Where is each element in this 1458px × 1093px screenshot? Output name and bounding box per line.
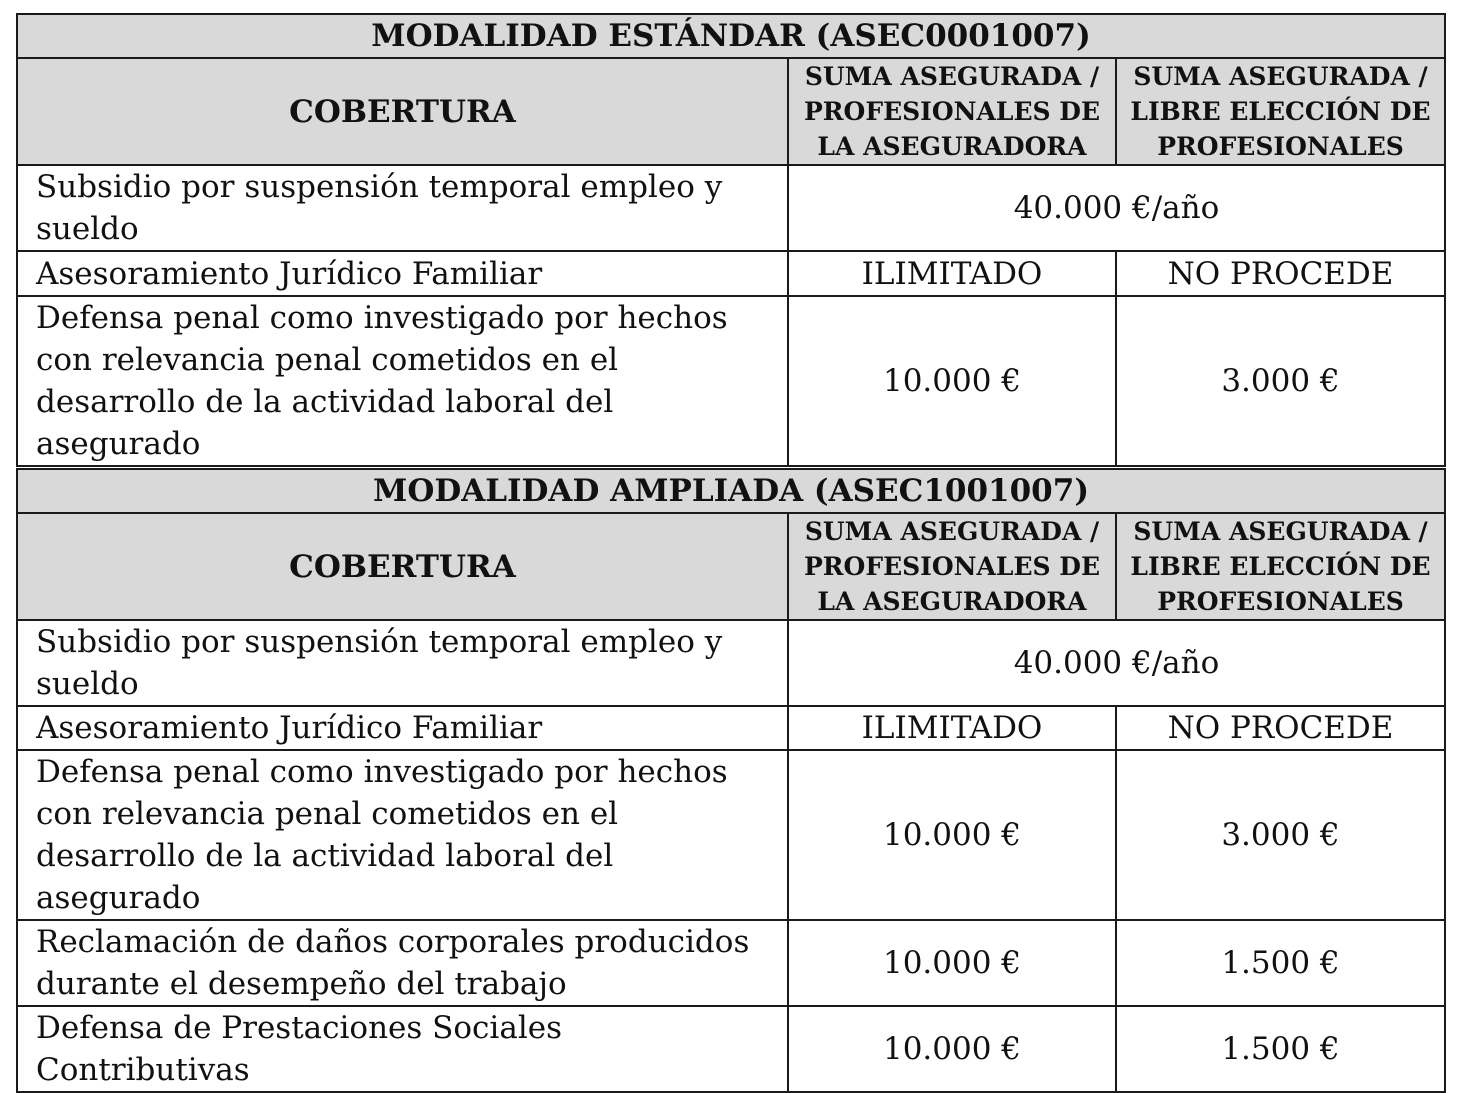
row-value-aseguradora: ILIMITADO (788, 706, 1116, 750)
table-title: MODALIDAD ESTÁNDAR (ASEC0001007) (17, 14, 1445, 58)
table-row (17, 165, 1445, 251)
row-label: Subsidio por suspensión temporal empleo y sueldo (17, 620, 788, 706)
header-suma-libre-eleccion: SUMA ASEGURADA / LIBRE ELECCIÓN DE PROFESIONALES (1116, 513, 1445, 620)
table-row (17, 920, 1445, 1006)
row-value-aseguradora: 10.000 € (788, 296, 1116, 466)
modalidad-estandar-table (16, 13, 1446, 467)
modalidad-ampliada-table (16, 468, 1446, 1093)
header-cobertura: COBERTURA (17, 513, 788, 620)
row-label: Defensa penal como investigado por hechos con relevancia penal cometidos en el desarrollo de la actividad laboral del asegurado (17, 750, 788, 920)
header-suma-aseguradora: SUMA ASEGURADA / PROFESIONALES DE LA ASEGURADORA (788, 513, 1116, 620)
row-label: Defensa de Prestaciones Sociales Contributivas (17, 1006, 788, 1092)
row-value-aseguradora: 10.000 € (788, 750, 1116, 920)
row-label: Subsidio por suspensión temporal empleo y sueldo (17, 165, 788, 251)
row-value-libre-eleccion: NO PROCEDE (1116, 706, 1445, 750)
table-row (17, 296, 1445, 466)
header-suma-aseguradora: SUMA ASEGURADA / PROFESIONALES DE LA ASEGURADORA (788, 58, 1116, 165)
row-value-libre-eleccion: 3.000 € (1116, 296, 1445, 466)
row-merged-value: 40.000 €/año (788, 165, 1445, 251)
table-row (17, 706, 1445, 750)
table-row (17, 620, 1445, 706)
header-cobertura: COBERTURA (17, 58, 788, 165)
table-title: MODALIDAD AMPLIADA (ASEC1001007) (17, 469, 1445, 513)
row-value-libre-eleccion: 1.500 € (1116, 1006, 1445, 1092)
row-merged-value: 40.000 €/año (788, 620, 1445, 706)
row-value-aseguradora: 10.000 € (788, 920, 1116, 1006)
row-label: Reclamación de daños corporales producidos durante el desempeño del trabajo (17, 920, 788, 1006)
table-row (17, 1006, 1445, 1092)
row-value-libre-eleccion: 3.000 € (1116, 750, 1445, 920)
row-label: Defensa penal como investigado por hechos con relevancia penal cometidos en el desarrollo de la actividad laboral del asegurado (17, 296, 788, 466)
table-row (17, 750, 1445, 920)
row-label: Asesoramiento Jurídico Familiar (17, 706, 788, 750)
row-value-libre-eleccion: NO PROCEDE (1116, 251, 1445, 296)
row-value-libre-eleccion: 1.500 € (1116, 920, 1445, 1006)
header-suma-libre-eleccion: SUMA ASEGURADA / LIBRE ELECCIÓN DE PROFESIONALES (1116, 58, 1445, 165)
row-value-aseguradora: 10.000 € (788, 1006, 1116, 1092)
row-value-aseguradora: ILIMITADO (788, 251, 1116, 296)
row-label: Asesoramiento Jurídico Familiar (17, 251, 788, 296)
table-row (17, 251, 1445, 296)
